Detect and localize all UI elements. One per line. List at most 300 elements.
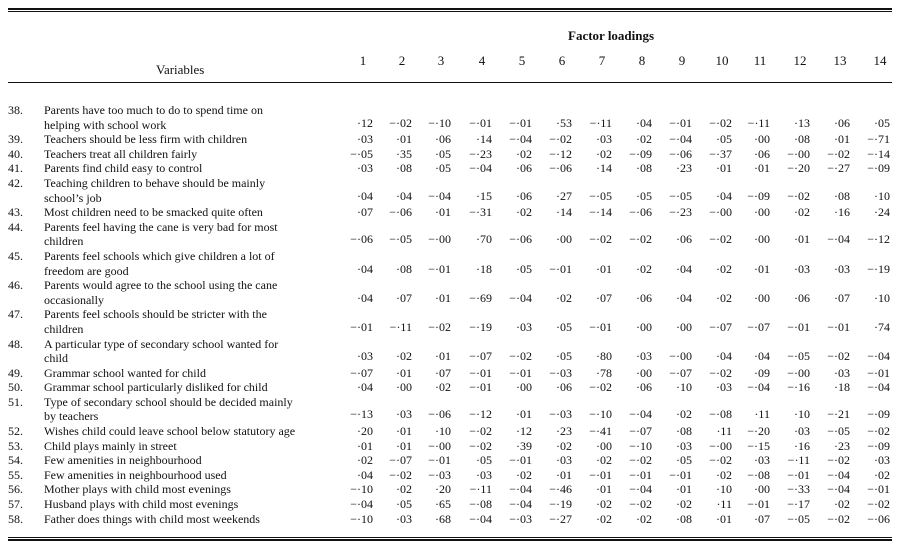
variable-text: children xyxy=(44,321,84,336)
loading-cell: −·01 xyxy=(787,467,810,482)
loading-cell: ·16 xyxy=(794,438,810,453)
loading-cell: ·04 xyxy=(357,467,373,482)
loading-cell: ·00 xyxy=(596,438,612,453)
table-row xyxy=(0,512,900,527)
loading-cell: −·00 xyxy=(428,438,451,453)
loading-values xyxy=(330,497,895,512)
table-row xyxy=(0,132,900,147)
loading-cell: −·06 xyxy=(389,205,412,220)
loading-cell: ·05 xyxy=(716,132,732,147)
variable-text: Husband plays with child most evenings xyxy=(44,497,239,512)
variable-text: Few amenities in neighbourhood used xyxy=(44,467,227,482)
loading-cell: −·01 xyxy=(787,319,810,334)
loading-cell: −·02 xyxy=(827,146,850,161)
loading-cell: ·06 xyxy=(636,380,652,395)
loading-cell: −·05 xyxy=(787,349,810,364)
loading-cell: −·00 xyxy=(787,365,810,380)
loading-cell: ·11 xyxy=(716,497,732,512)
loading-cell: ·05 xyxy=(435,161,451,176)
loading-cell: −·00 xyxy=(709,438,732,453)
loading-cell: −·19 xyxy=(549,497,572,512)
variable-text: Grammar school particularly disliked for child xyxy=(44,380,268,395)
factor-loadings-heading: Factor loadings xyxy=(568,28,655,43)
loading-cell: −·07 xyxy=(629,424,652,439)
loading-cell: ·01 xyxy=(716,511,732,526)
loading-cell: ·01 xyxy=(396,438,412,453)
factor-header-8: 8 xyxy=(638,53,646,68)
factor-header-14: 14 xyxy=(873,53,887,68)
loading-cell: ·12 xyxy=(357,115,373,130)
variable-number: 38. xyxy=(8,103,23,117)
loading-cell: −·07 xyxy=(350,365,373,380)
loading-cell: ·02 xyxy=(596,511,612,526)
loading-cell: ·01 xyxy=(716,161,732,176)
loading-cell: −·10 xyxy=(428,115,451,130)
loading-cell: −·04 xyxy=(827,482,850,497)
loading-cell: ·06 xyxy=(636,290,652,305)
variable-text: occasionally xyxy=(44,292,104,307)
loading-cell: −·02 xyxy=(867,424,890,439)
loadings-table-body xyxy=(0,103,900,526)
variable-label xyxy=(8,132,330,147)
loading-cell: ·23 xyxy=(834,438,850,453)
loading-cell: −·06 xyxy=(549,161,572,176)
loading-cell: −·20 xyxy=(747,424,770,439)
loading-cell: ·10 xyxy=(874,188,890,203)
loading-cell: ·11 xyxy=(754,407,770,422)
table-row xyxy=(0,380,900,395)
loading-cell: ·02 xyxy=(556,438,572,453)
loading-cell: −·01 xyxy=(549,261,572,276)
loading-cell: −·08 xyxy=(747,467,770,482)
loading-cell: −·01 xyxy=(669,467,692,482)
loading-values xyxy=(330,291,895,306)
loading-cell: −·02 xyxy=(867,497,890,512)
loading-cell: ·00 xyxy=(754,290,770,305)
loading-cell: ·18 xyxy=(834,380,850,395)
loading-cell: ·02 xyxy=(396,482,412,497)
loading-cell: ·02 xyxy=(834,497,850,512)
loading-cell: ·02 xyxy=(435,380,451,395)
loading-cell: ·07 xyxy=(596,290,612,305)
loading-cell: −·31 xyxy=(469,205,492,220)
loading-cell: −·04 xyxy=(509,482,532,497)
loading-cell: −·10 xyxy=(589,407,612,422)
loading-cell: ·01 xyxy=(754,261,770,276)
loading-cell: ·09 xyxy=(754,365,770,380)
loading-cell: −·12 xyxy=(867,232,890,247)
loading-values xyxy=(330,147,895,162)
variable-label xyxy=(8,336,330,366)
table-row xyxy=(0,205,900,220)
loading-cell: ·80 xyxy=(596,349,612,364)
variable-number: 50. xyxy=(8,380,23,395)
factor-header-12: 12 xyxy=(793,53,807,68)
variable-label xyxy=(8,512,330,527)
factor-header-5: 5 xyxy=(518,53,526,68)
loading-cell: −·06 xyxy=(509,232,532,247)
loading-cell: ·04 xyxy=(357,290,373,305)
bottom-rule xyxy=(8,539,892,541)
loading-values xyxy=(330,320,895,335)
loading-cell: −·23 xyxy=(469,146,492,161)
loading-cell: ·23 xyxy=(676,161,692,176)
loading-cell: −·01 xyxy=(469,115,492,130)
loading-cell: ·01 xyxy=(596,261,612,276)
variable-text: Parents would agree to the school using the cane xyxy=(44,278,278,293)
loading-cell: ·06 xyxy=(754,146,770,161)
loading-cell: −·00 xyxy=(669,349,692,364)
variable-label xyxy=(8,453,330,468)
variable-text: Wishes child could leave school below statutory age xyxy=(44,424,296,439)
variable-label xyxy=(8,205,330,220)
factor-header-3: 3 xyxy=(437,53,445,68)
loading-cell: −·01 xyxy=(509,115,532,130)
loading-cell: ·78 xyxy=(596,365,612,380)
loading-cell: −·19 xyxy=(469,319,492,334)
loading-cell: ·05 xyxy=(556,319,572,334)
loading-cell: −·09 xyxy=(629,146,652,161)
table-row xyxy=(0,482,900,497)
loading-cell: ·06 xyxy=(516,161,532,176)
loading-cell: −·01 xyxy=(827,319,850,334)
loading-cell: −·07 xyxy=(669,365,692,380)
loading-cell: −·01 xyxy=(509,453,532,468)
loading-cell: −·27 xyxy=(827,161,850,176)
variable-text: child xyxy=(44,351,68,366)
loading-cell: ·14 xyxy=(476,132,492,147)
loading-values xyxy=(330,407,895,422)
variable-number: 51. xyxy=(8,394,23,409)
loading-cell: −·10 xyxy=(350,511,373,526)
loading-cell: −·01 xyxy=(629,467,652,482)
loading-cell: ·02 xyxy=(716,467,732,482)
loading-cell: −·02 xyxy=(389,467,412,482)
loading-cell: ·01 xyxy=(516,407,532,422)
loading-cell: ·68 xyxy=(435,511,451,526)
loading-cell: −·03 xyxy=(428,467,451,482)
loading-cell: ·01 xyxy=(357,438,373,453)
loading-cell: ·02 xyxy=(874,467,890,482)
factor-header-4: 4 xyxy=(478,53,486,68)
loading-cell: ·01 xyxy=(396,365,412,380)
loading-cell: −·02 xyxy=(389,115,412,130)
loading-cell: ·03 xyxy=(556,453,572,468)
factor-header-1: 1 xyxy=(359,53,367,68)
variable-number: 55. xyxy=(8,467,23,482)
loading-cell: −·21 xyxy=(827,407,850,422)
loading-cell: −·05 xyxy=(350,146,373,161)
loading-cell: ·07 xyxy=(834,290,850,305)
loading-cell: −·13 xyxy=(350,407,373,422)
loading-cell: ·08 xyxy=(676,511,692,526)
loading-cell: ·00 xyxy=(556,232,572,247)
loading-values xyxy=(330,349,895,364)
loading-cell: ·02 xyxy=(516,146,532,161)
loading-cell: −·05 xyxy=(389,232,412,247)
loading-cell: ·02 xyxy=(676,407,692,422)
loading-values xyxy=(330,512,895,527)
loading-cell: −·01 xyxy=(589,467,612,482)
loading-cell: ·02 xyxy=(636,132,652,147)
loading-cell: ·06 xyxy=(435,132,451,147)
loading-cell: −·37 xyxy=(709,146,732,161)
table-row xyxy=(0,366,900,381)
loading-cell: −·02 xyxy=(589,380,612,395)
loading-cell: ·08 xyxy=(396,261,412,276)
loading-cell: ·06 xyxy=(516,188,532,203)
variable-number: 43. xyxy=(8,205,23,220)
loading-cell: −·27 xyxy=(549,511,572,526)
table-row xyxy=(0,468,900,483)
variable-text: Teaching children to behave should be mainly xyxy=(44,175,266,190)
loading-cell: ·04 xyxy=(357,188,373,203)
loading-cell: ·01 xyxy=(396,132,412,147)
loading-cell: ·70 xyxy=(476,232,492,247)
loading-cell: −·41 xyxy=(589,424,612,439)
table-row xyxy=(0,147,900,162)
loading-cell: −·10 xyxy=(629,438,652,453)
loading-cell: ·39 xyxy=(516,438,532,453)
loading-cell: ·14 xyxy=(556,205,572,220)
variable-label xyxy=(8,278,330,307)
loading-cell: ·03 xyxy=(754,453,770,468)
loading-cell: ·05 xyxy=(636,188,652,203)
loading-cell: −·01 xyxy=(669,115,692,130)
loading-cell: −·04 xyxy=(867,380,890,395)
loading-cell: −·02 xyxy=(629,453,652,468)
loading-cell: ·05 xyxy=(556,349,572,364)
loading-cell: ·03 xyxy=(357,349,373,364)
variable-text: children xyxy=(44,234,84,249)
loading-cell: −·01 xyxy=(747,497,770,512)
loading-values xyxy=(330,439,895,454)
loading-cell: −·08 xyxy=(469,497,492,512)
loading-cell: ·08 xyxy=(636,161,652,176)
loading-cell: ·08 xyxy=(396,161,412,176)
loading-cell: ·05 xyxy=(476,453,492,468)
loading-values xyxy=(330,205,895,220)
loading-cell: −·02 xyxy=(827,349,850,364)
loading-cell: −·01 xyxy=(469,365,492,380)
table-row xyxy=(0,439,900,454)
loading-cell: ·01 xyxy=(596,482,612,497)
loading-cell: −·07 xyxy=(469,349,492,364)
loading-cell: ·10 xyxy=(435,424,451,439)
loading-cell: −·04 xyxy=(509,132,532,147)
loading-cell: −·04 xyxy=(629,482,652,497)
loading-cell: −·04 xyxy=(350,497,373,512)
loading-cell: −·02 xyxy=(589,232,612,247)
loading-cell: −·09 xyxy=(867,438,890,453)
table-row xyxy=(0,453,900,468)
loading-cell: ·04 xyxy=(716,349,732,364)
loading-cell: ·06 xyxy=(676,232,692,247)
loading-cell: ·01 xyxy=(754,161,770,176)
loading-cell: −·04 xyxy=(747,380,770,395)
loading-cell: −·71 xyxy=(867,132,890,147)
loading-cell: −·20 xyxy=(787,161,810,176)
loading-values xyxy=(330,161,895,176)
loading-cell: ·02 xyxy=(556,290,572,305)
loading-cell: −·04 xyxy=(827,232,850,247)
loading-cell: ·03 xyxy=(794,424,810,439)
loading-cell: ·00 xyxy=(396,380,412,395)
table-row xyxy=(0,497,900,512)
loading-cell: ·02 xyxy=(596,146,612,161)
loading-cell: ·08 xyxy=(794,132,810,147)
variables-heading: Variables xyxy=(156,62,205,77)
variable-text: Most children need to be smacked quite often xyxy=(44,205,263,220)
loading-cell: ·13 xyxy=(794,115,810,130)
loading-cell: ·01 xyxy=(396,424,412,439)
loading-cell: ·02 xyxy=(716,290,732,305)
loading-values xyxy=(330,366,895,381)
variable-label xyxy=(8,497,330,512)
variable-text: Child plays mainly in street xyxy=(44,438,177,453)
loading-cell: −·06 xyxy=(629,205,652,220)
variable-label xyxy=(8,175,330,205)
loading-cell: ·01 xyxy=(794,232,810,247)
loading-cell: −·11 xyxy=(469,482,492,497)
loading-cell: −·16 xyxy=(787,380,810,395)
loading-cell: −·02 xyxy=(827,453,850,468)
loading-values xyxy=(330,468,895,483)
loading-cell: ·04 xyxy=(676,261,692,276)
variable-number: 41. xyxy=(8,161,23,176)
table-row xyxy=(0,103,900,132)
loading-cell: ·27 xyxy=(556,188,572,203)
loading-cell: ·04 xyxy=(754,349,770,364)
loading-cell: ·02 xyxy=(516,467,532,482)
variable-text: Mother plays with child most evenings xyxy=(44,482,231,497)
table-row xyxy=(0,337,900,366)
loading-cell: ·02 xyxy=(716,261,732,276)
table-row xyxy=(0,176,900,205)
loading-cell: ·00 xyxy=(676,319,692,334)
loading-cell: ·11 xyxy=(716,424,732,439)
loading-cell: −·09 xyxy=(747,188,770,203)
loading-cell: ·02 xyxy=(794,205,810,220)
factor-header-9: 9 xyxy=(678,53,686,68)
loading-cell: ·01 xyxy=(435,349,451,364)
variable-label xyxy=(8,147,330,162)
variable-text: Parents have too much to do to spend time on xyxy=(44,103,263,117)
loading-cell: ·02 xyxy=(357,453,373,468)
loading-cell: ·53 xyxy=(556,115,572,130)
loading-cell: ·35 xyxy=(396,146,412,161)
variable-number: 54. xyxy=(8,453,23,468)
loading-cell: −·04 xyxy=(867,349,890,364)
factor-header-13: 13 xyxy=(833,53,847,68)
loading-cell: ·74 xyxy=(874,319,890,334)
variable-text: A particular type of secondary school wanted for xyxy=(44,336,279,351)
variable-label xyxy=(8,424,330,439)
loading-values xyxy=(330,232,895,247)
loading-cell: −·01 xyxy=(589,319,612,334)
loading-cell: ·05 xyxy=(435,146,451,161)
variable-text: Type of secondary school should be decided mainly xyxy=(44,394,293,409)
variable-number: 49. xyxy=(8,365,23,380)
loading-cell: ·00 xyxy=(754,232,770,247)
loading-cell: ·04 xyxy=(396,188,412,203)
loading-cell: −·07 xyxy=(709,319,732,334)
loading-cell: ·05 xyxy=(874,115,890,130)
loading-cell: ·10 xyxy=(874,290,890,305)
loading-cell: −·02 xyxy=(469,424,492,439)
loading-cell: ·10 xyxy=(794,407,810,422)
factor-header-2: 2 xyxy=(398,53,406,68)
loading-cell: −·10 xyxy=(350,482,373,497)
table-row xyxy=(0,278,900,307)
table-row xyxy=(0,307,900,336)
loading-cell: ·01 xyxy=(556,467,572,482)
loading-cell: −·02 xyxy=(787,188,810,203)
loading-cell: −·06 xyxy=(428,407,451,422)
loading-cell: −·09 xyxy=(867,407,890,422)
variable-label xyxy=(8,468,330,483)
loading-cell: ·07 xyxy=(357,205,373,220)
loading-cell: ·03 xyxy=(516,319,532,334)
loading-cell: −·12 xyxy=(469,407,492,422)
variable-number: 46. xyxy=(8,278,23,293)
loading-cell: ·03 xyxy=(396,407,412,422)
loading-cell: −·02 xyxy=(629,497,652,512)
factor-header-7: 7 xyxy=(598,53,606,68)
loading-cell: ·08 xyxy=(834,188,850,203)
loading-cell: ·00 xyxy=(754,132,770,147)
loading-cell: ·06 xyxy=(834,115,850,130)
loading-cell: ·02 xyxy=(596,497,612,512)
loading-cell: −·02 xyxy=(709,365,732,380)
variable-number: 57. xyxy=(8,497,23,512)
loading-cell: −·03 xyxy=(509,511,532,526)
variable-label xyxy=(8,380,330,395)
loading-cell: ·14 xyxy=(596,161,612,176)
variable-number: 40. xyxy=(8,146,23,161)
loading-cell: −·04 xyxy=(509,497,532,512)
loading-cell: ·20 xyxy=(435,482,451,497)
loading-cell: ·02 xyxy=(676,497,692,512)
loading-cell: −·01 xyxy=(509,365,532,380)
variable-label xyxy=(8,103,330,132)
loading-cell: −·03 xyxy=(549,407,572,422)
loading-values xyxy=(330,262,895,277)
table-row xyxy=(0,220,900,249)
variable-label xyxy=(8,439,330,454)
loading-cell: −·07 xyxy=(747,319,770,334)
variable-text: Few amenities in neighbourhood xyxy=(44,453,202,468)
variable-number: 48. xyxy=(8,336,23,351)
loading-cell: −·08 xyxy=(709,407,732,422)
loading-values xyxy=(330,380,895,395)
loading-cell: −·04 xyxy=(469,511,492,526)
loading-cell: ·03 xyxy=(357,161,373,176)
loading-cell: −·06 xyxy=(669,146,692,161)
loading-cell: −·00 xyxy=(787,146,810,161)
loading-cell: −·02 xyxy=(549,132,572,147)
table-row xyxy=(0,395,900,424)
table-row xyxy=(0,161,900,176)
loading-cell: ·03 xyxy=(396,511,412,526)
variable-number: 42. xyxy=(8,175,23,190)
loading-cell: −·04 xyxy=(827,467,850,482)
loading-cell: ·15 xyxy=(476,188,492,203)
loading-cell: −·01 xyxy=(350,319,373,334)
loading-cell: ·08 xyxy=(676,424,692,439)
loading-cell: ·03 xyxy=(834,261,850,276)
loading-cell: −·04 xyxy=(509,290,532,305)
